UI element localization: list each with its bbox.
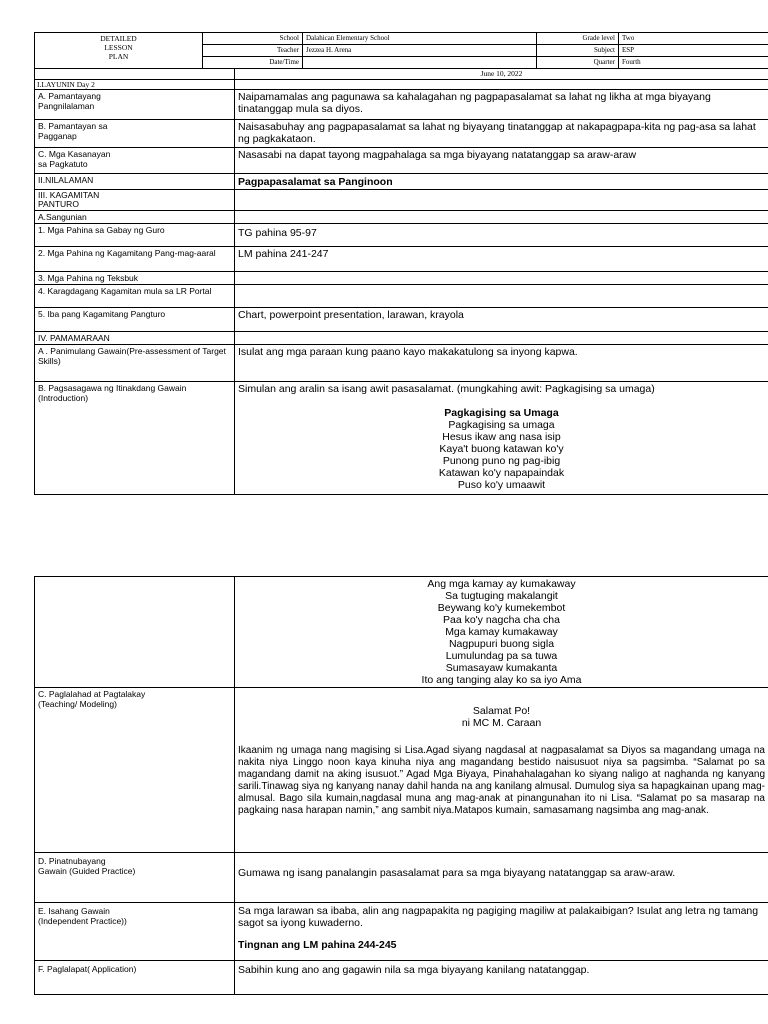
row-label: 5. Iba pang Kagamitang Pangturo — [35, 307, 235, 331]
plan-title: DETAILED LESSON PLAN — [35, 33, 203, 69]
row-label: 2. Mga Pahina ng Kagamitang Pang-mag-aaral — [35, 246, 235, 271]
objectives-table — [34, 69, 768, 495]
row-value: Chart, powerpoint presentation, larawan, krayola — [235, 307, 768, 331]
row-value: TG pahina 95-97 — [235, 223, 768, 246]
story-title: Salamat Po! — [472, 705, 531, 717]
song-line: Hesus ikaw ang nasa isip — [442, 430, 561, 443]
row-label: 3. Mga Pahina ng Teksbuk — [35, 271, 235, 284]
grade-value: Two — [619, 33, 768, 45]
song-line: Paa ko'y nagcha cha cha — [442, 614, 560, 626]
song-line: Mga kamay kumakaway — [445, 626, 558, 638]
song-line: Sa tugtuging makalangit — [445, 590, 558, 602]
school-value: Dalahican Elementary School — [303, 33, 537, 45]
f-text: Sabihin kung ano ang gagawin nila sa mga biyayang kanilang natatanggap. — [235, 961, 768, 995]
f-label: F. Paglalapat( Application) — [35, 961, 235, 995]
story-cell — [235, 688, 768, 853]
datetime-label: Date/Time — [203, 57, 303, 69]
intro-cell — [235, 381, 768, 494]
row-value — [235, 210, 768, 223]
song-line: Ang mga kamay ay kumakaway — [427, 578, 576, 590]
subject-value: ESP — [619, 45, 768, 57]
teacher-label: Teacher — [203, 45, 303, 57]
row-label: A.Sangunian — [35, 210, 235, 223]
story-author: ni MC M. Caraan — [461, 717, 542, 729]
quarter-label: Quarter — [537, 57, 619, 69]
row-value: LM pahina 241-247 — [235, 246, 768, 271]
song-line: Beywang ko'y kumekembot — [437, 602, 566, 614]
procedure-table — [34, 576, 768, 995]
song-title: Pagkagising sa Umaga — [444, 406, 559, 419]
row-value: Naipamamalas ang pagunawa sa kahalagahan ng pagpapasalamat sa lahat ng likha at mga biyayang tinatanggap mula sa diyos. — [235, 89, 768, 119]
subject-label: Subject — [537, 45, 619, 57]
row-value — [235, 189, 768, 210]
row-label: 4. Karagdagang Kagamitan mula sa LR Portal — [35, 284, 235, 307]
lesson-plan-page-2 — [34, 576, 768, 995]
row-label: B. Pamantayan sa Pagganap — [35, 119, 235, 147]
e-cell — [235, 903, 768, 961]
row-value: Nasasabi na dapat tayong magpahalaga sa mga biyayang natatanggap sa araw-araw — [235, 147, 768, 173]
c-label: C. Paglalahad at Pagtalakay (Teaching/ Modeling) — [35, 688, 235, 853]
row-value: Isulat ang mga paraan kung paano kayo makakatulong sa inyong kapwa. — [235, 344, 768, 381]
row-label: 1. Mga Pahina sa Gabay ng Guro — [35, 223, 235, 246]
song-line: Lumulundag pa sa tuwa — [445, 650, 558, 662]
lesson-date: June 10, 2022 — [235, 69, 768, 79]
layunin-heading: I.LAYUNIN Day 2 — [35, 79, 235, 89]
song-line: Katawan ko'y napapaindak — [438, 466, 565, 479]
row-value — [235, 331, 768, 344]
song-line: Ito ang tanging alay ko sa iyo Ama — [421, 674, 582, 686]
e-label: E. Isahang Gawain (Independent Practice)) — [35, 903, 235, 961]
song-continuation — [235, 577, 768, 688]
school-label: School — [203, 33, 303, 45]
teacher-value: Jezzea H. Arena — [303, 45, 537, 57]
row-label: A . Panimulang Gawain(Pre-assessment of Target Skills) — [35, 344, 235, 381]
header-table — [34, 32, 768, 69]
song-line: Puso ko'y umaawit — [457, 478, 546, 491]
e-bold-text: Tingnan ang LM pahina 244-245 — [238, 939, 397, 951]
story-text: Ikaanim ng umaga nang magising si Lisa.Agad siyang nagdasal at nagpasalamat sa Diyos sa magandang umaga na nakita niya Linggo noon kaya kinuha niya ang magandang bestido naisusuot niya sa pagsimba. “Salamat po sa magandang damit na aking isusuot.” Agad Mga Biyaya, Pinahahalagahan ko siyang naligo at naghanda ng kanyang sarili.Tinawag siya ng kanyang nanay dahil handa na ang kanilang almusal. Dumulog siya sa hapagkainan upang mag-almusal. Bago sila kumain,nagdasal muna ang mag-anak at pinangunahan ito ni Lisa. “Salamat po sa masarap na pagkaing nasa harapan namin,” ang sambit niya.Matapos kumain, samasamang nagsimba ang mag-anak. — [238, 745, 765, 816]
row-value — [235, 271, 768, 284]
song-line: Sumasayaw kumakanta — [445, 662, 558, 674]
datetime-value — [303, 57, 537, 69]
row-label: II.NILALAMAN — [35, 173, 235, 189]
row-value — [235, 284, 768, 307]
row-label: C. Mga Kasanayan sa Pagkatuto — [35, 147, 235, 173]
lesson-plan-page-1 — [34, 32, 768, 495]
row-value: Pagpapasalamat sa Panginoon — [235, 173, 768, 189]
intro-text: Simulan ang aralin sa isang awit pasasalamat. (mungkahing awit: Pagkagising sa umaga) — [238, 382, 655, 395]
quarter-value: Fourth — [619, 57, 768, 69]
d-text: Gumawa ng isang panalangin pasasalamat para sa mga biyayang natatanggap sa araw-araw. — [235, 853, 768, 903]
song-line: Nagpupuri buong sigla — [448, 638, 555, 650]
row-value: Naisasabuhay ang pagpapasalamat sa lahat ng biyayang tinatanggap at nakapagpapa-kita ng pag-asa sa lahat ng pagkakataon. — [235, 119, 768, 147]
d-label: D. Pinatnubayang Gawain (Guided Practice) — [35, 853, 235, 903]
row-label: III. KAGAMITAN PANTURO — [35, 189, 235, 210]
intro-label: B. Pagsasagawa ng Itinakdang Gawain (Introduction) — [35, 381, 235, 494]
grade-label: Grade level — [537, 33, 619, 45]
song-line: Kaya't buong katawan ko'y — [439, 442, 564, 455]
e-text: Sa mga larawan sa ibaba, alin ang nagpapakita ng pagiging magiliw at palakaibigan? Isulat ang letra ng tamang sagot sa iyong kuwaderno. — [238, 905, 759, 929]
row-label: IV. PAMAMARAAN — [35, 331, 235, 344]
song-line: Pagkagising sa umaga — [448, 418, 555, 431]
song-line: Punong puno ng pag-ibig — [442, 454, 561, 467]
row-label: A. Pamantayang Pangnilalaman — [35, 89, 235, 119]
